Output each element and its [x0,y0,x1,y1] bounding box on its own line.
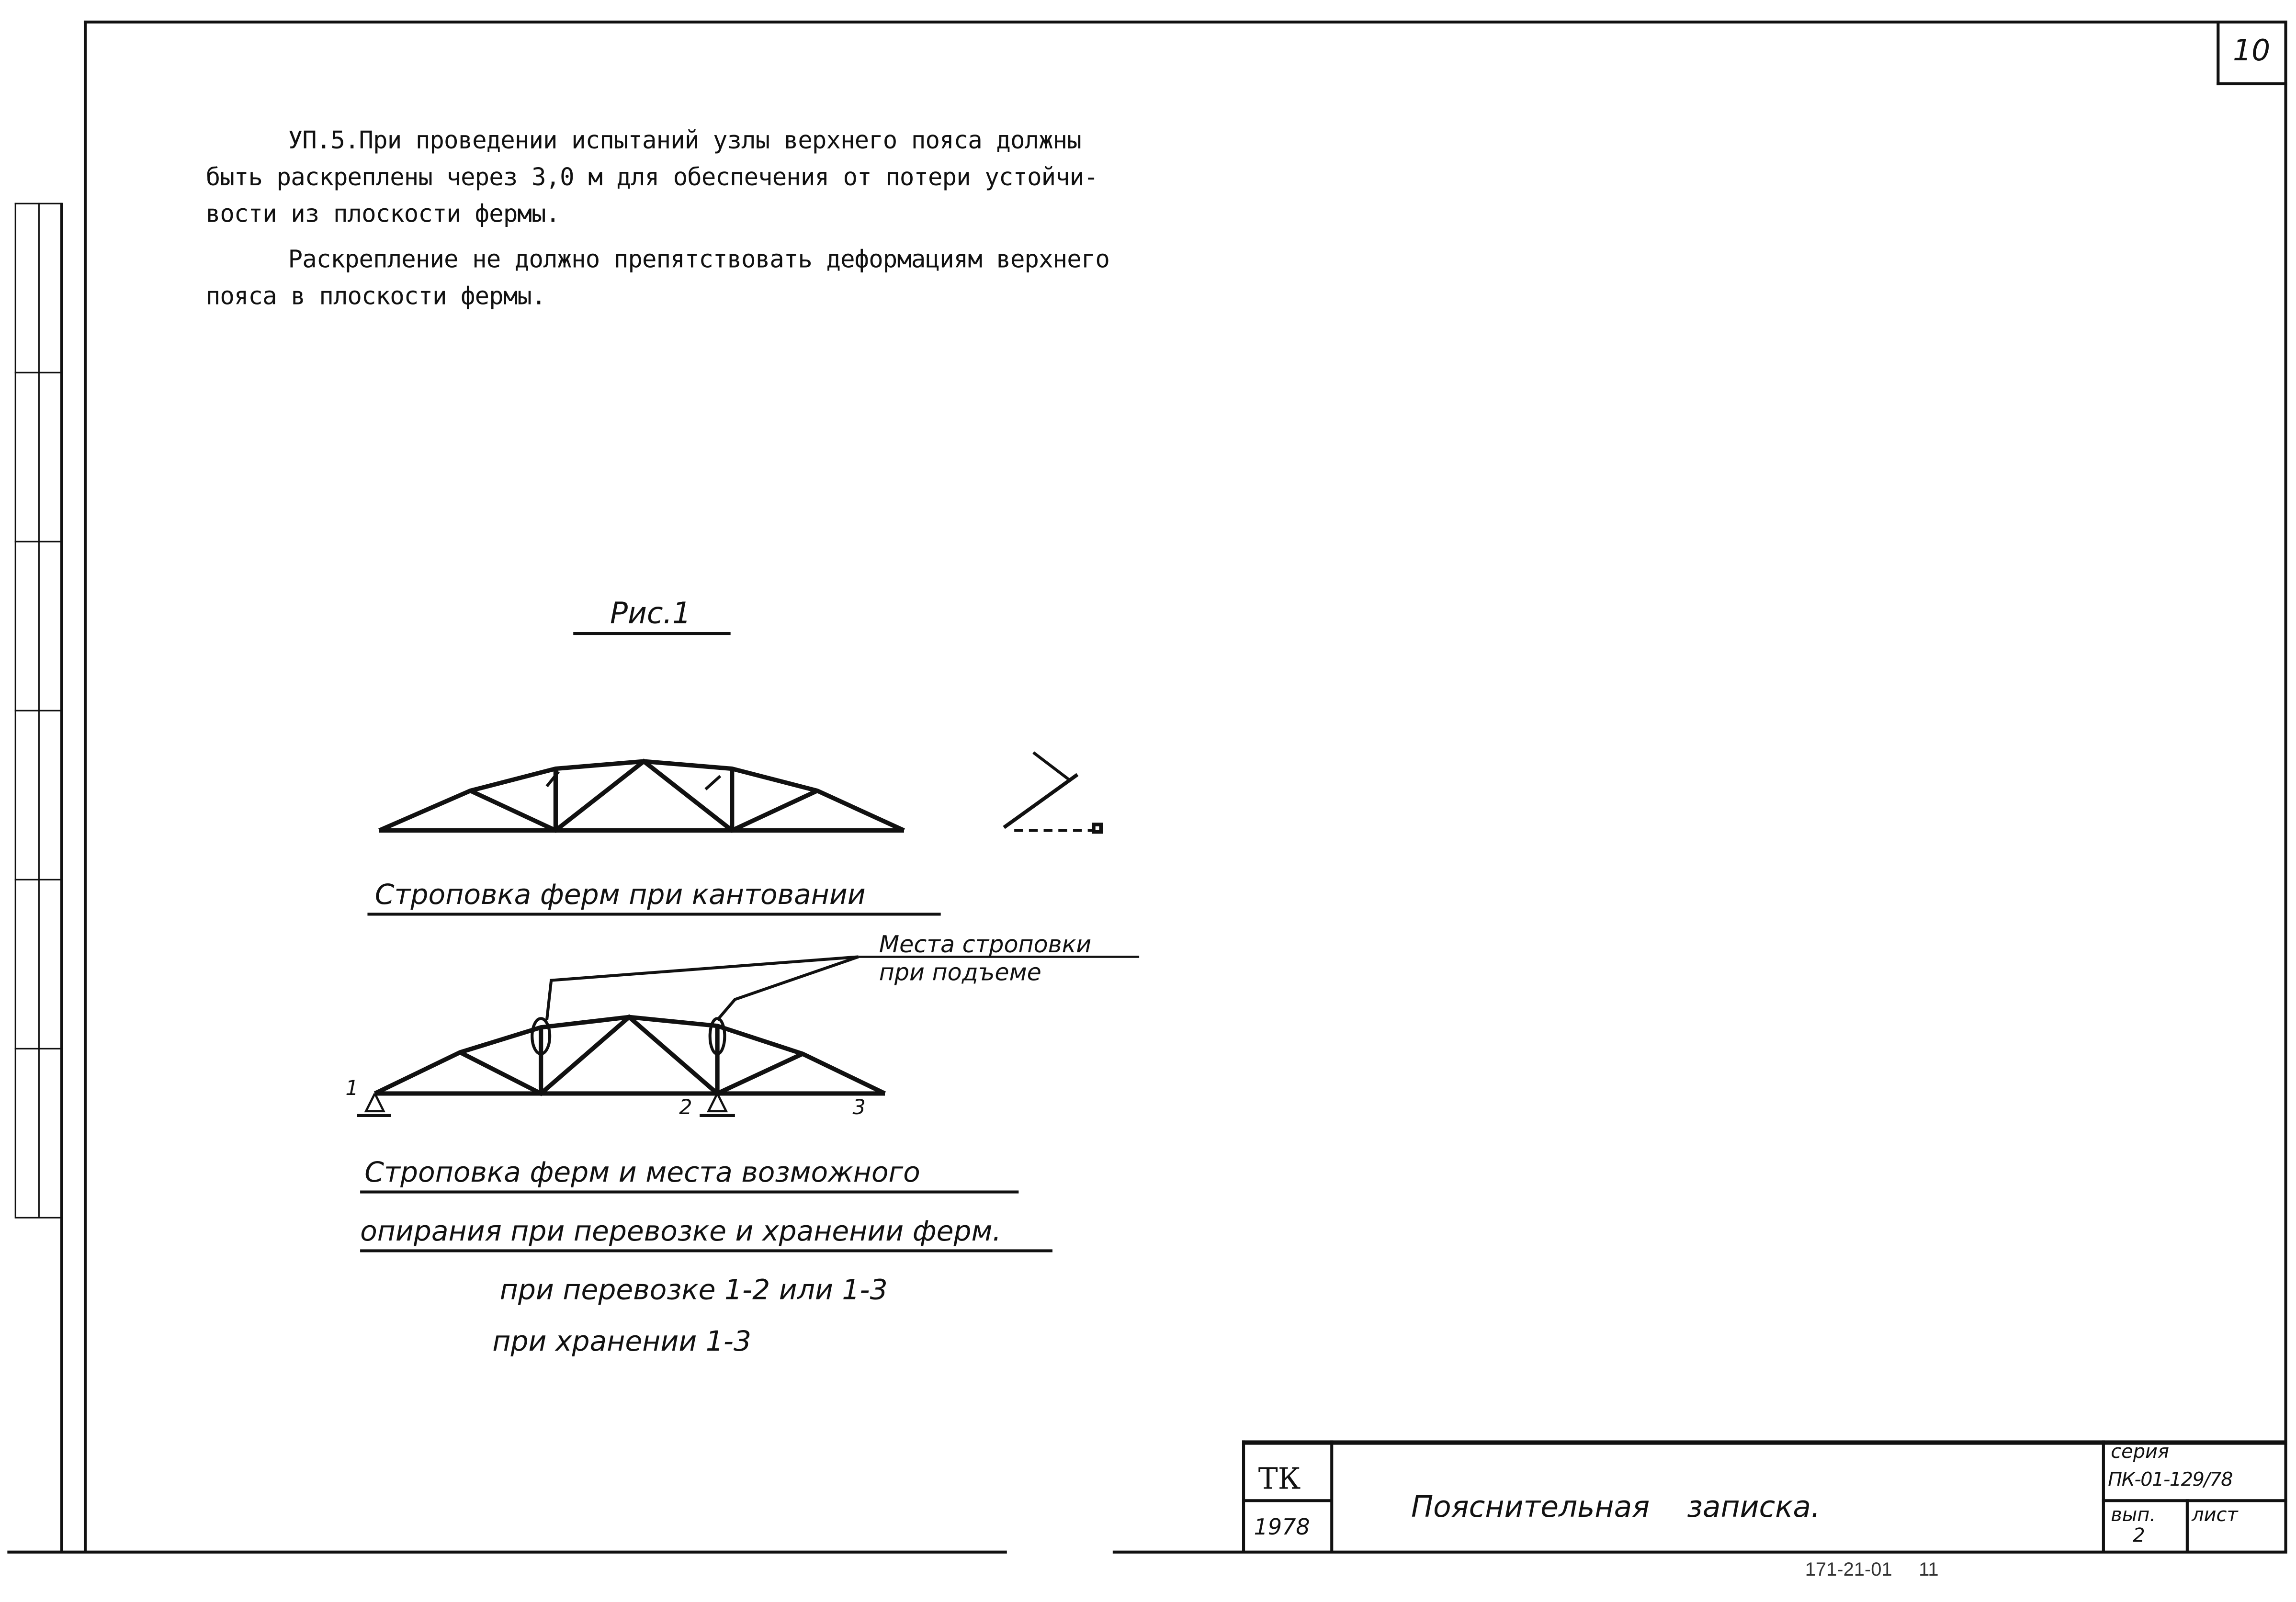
paragraph-line: пояса в плоскости фермы. [205,282,546,310]
note-transport: при перевозке 1-2 или 1-3 [499,1274,888,1307]
truss-side-view [1004,753,1101,832]
note-storage: при хранении 1-3 [492,1325,752,1358]
truss-diagram-tilting [379,761,904,830]
caption-transport-line1: Строповка ферм и места возможного [364,1156,920,1189]
page-number: 10 [2233,32,2271,68]
year-label: 1978 [1254,1513,1310,1541]
title-block-divider [2102,1499,2287,1502]
title-block-left [1242,1440,1245,1552]
footer-code: 171-21-01 11 [1805,1557,1939,1580]
title-block-divider [1242,1499,1332,1502]
paragraph-line: УП.5.При проведении испытаний узлы верхнего пояса должны [288,126,1081,155]
caption-tilting: Строповка ферм при кантовании [374,879,866,912]
series-label: серия [2111,1442,2170,1464]
issue-value: 2 [2133,1525,2145,1548]
org-label: ТК [1258,1461,1301,1497]
title-block-divider [2102,1440,2105,1552]
sheet-label: лист [2192,1505,2238,1527]
figure-title: Рис.1 [610,595,691,631]
support-label-1: 1 [345,1077,359,1101]
series-value: ПК-01-129/78 [2108,1469,2233,1492]
issue-label: вып. [2111,1505,2156,1527]
paragraph-line: быть раскреплены через 3,0 м для обеспечения от потери устойчи- [205,163,1098,192]
support-label-3: 3 [852,1096,866,1120]
callout-label: Места строповки [879,930,1092,959]
paragraph-line: вости из плоскости фермы. [205,200,560,228]
support-label-2: 2 [679,1096,692,1120]
document-title: Пояснительная записка. [1411,1489,1821,1524]
title-block-divider [1330,1440,1333,1552]
caption-transport-line2: опирания при перевозке и хранении ферм. [360,1215,1002,1248]
paragraph-line: Раскрепление не должно препятствовать деформациям верхнего [288,245,1109,273]
callout-label: при подъеме [879,958,1041,986]
title-block-divider [2186,1499,2189,1552]
